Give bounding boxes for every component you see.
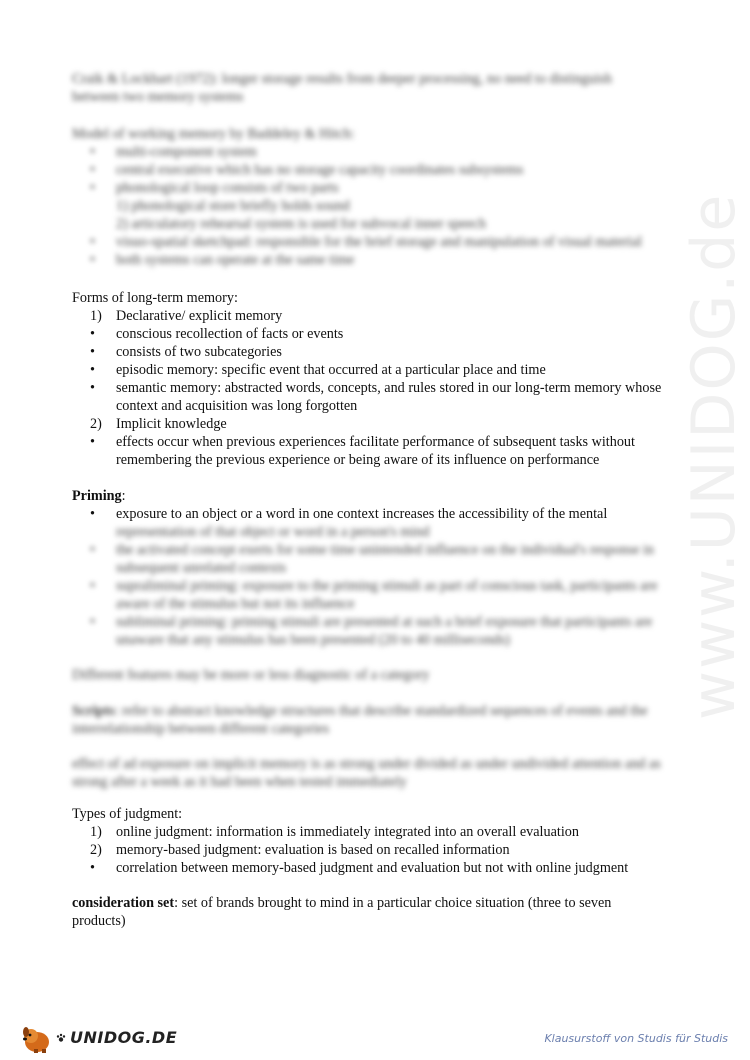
consideration-section [72,894,662,930]
paragraph: Scripts: refer to abstract knowledge structures that describe standardized sequences of events and the interrelationship between different categories [72,703,648,737]
list-item: • correlation between memory-based judgment and evaluation but not with online judgment [90,860,629,876]
watermark: www.UNIDOG.de [679,192,749,720]
blurred-ad [72,755,682,791]
blurred-features [72,666,682,684]
footer-tagline: Klausurstoff von Studis für Studis [544,1032,728,1045]
list-item: • central executive which has no storage capacity coordinates subsystems [90,162,524,178]
list-item: • episodic memory: specific event that occurred at a particular place and time [90,362,546,378]
list-item: 2) Implicit knowledge [90,416,227,432]
dog-mascot-icon [20,1022,54,1054]
list-item: • phonological loop consists of two parts [90,180,339,196]
list-item: • both systems can operate at the same time [90,252,355,268]
blurred-working-memory [72,125,682,269]
list-item: 2) memory-based judgment: evaluation is based on recalled information [90,842,510,858]
list-item: • exposure to an object or a word in one context increases the accessibility of the mental [90,506,608,522]
paragraph: Different features may be more or less diagnostic of a category [72,667,430,683]
list-item: 1) phonological store briefly holds sound [116,198,350,214]
list-item: representation of that object or word in a person's mind [116,524,430,540]
intro-line: Craik & Lockhart (1972): longer storage results from deeper processing, no need to distinguish [72,71,612,87]
list-item: • semantic memory: abstracted words, concepts, and rules stored in our long-term memory whose context and acquisition was long forgotten [90,380,662,414]
list-item: 1) Declarative/ explicit memory [90,308,283,324]
priming-heading: Priming: [72,488,126,504]
section-heading: Forms of long-term memory: [72,290,238,306]
list-item: • visuo-spatial sketchpad: responsible for the brief storage and manipulation of visual material [90,234,642,250]
footer-logo [20,1020,177,1056]
list-item: 2) articulatory rehearsal system is used for subvocal inner speech [116,216,486,232]
list-item: • supraliminal priming: exposure to the priming stimuli as part of conscious task, participants are aware of the stimulus but not its influence [90,578,658,612]
logo-text: UNIDOG.DE [70,1028,178,1047]
paragraph: consideration set: set of brands brought to mind in a particular choice situation (three to seven products) [72,895,612,929]
list-item: • effects occur when previous experiences facilitate performance of subsequent tasks without remembering the previous experience or being aware of its influence on performance [90,434,635,468]
list-item: • consists of two subcategories [90,344,282,360]
list-item: • subliminal priming: priming stimuli are presented at such a brief exposure that participants are unaware that any stimulus has been presented (20 to 40 milliseconds) [90,614,653,648]
blurred-scripts [72,702,682,738]
blurred-intro [72,70,682,106]
list-item: • conscious recollection of facts or events [90,326,344,342]
list-item: • the activated concept exerts for some time unintended influence on the individual's response in subsequent unrelated contexts [90,542,654,576]
wm-heading: Model of working memory by Baddeley & Hitch: [72,126,355,142]
list-item: 1) online judgment: information is immediately integrated into an overall evaluation [90,824,579,840]
ltm-section [72,289,682,469]
list-item: • multi-component system [90,144,257,160]
paragraph: effect of ad exposure on implicit memory is as strong under divided as under undivided attention and as strong after a week as it had been when tested immediately [72,756,661,790]
section-heading: Types of judgment: [72,806,183,822]
intro-line: between two memory systems [72,89,244,105]
paw-icon [56,1033,66,1043]
judgment-section [72,805,682,877]
priming-section [72,487,682,523]
priming-blurred [72,523,682,649]
